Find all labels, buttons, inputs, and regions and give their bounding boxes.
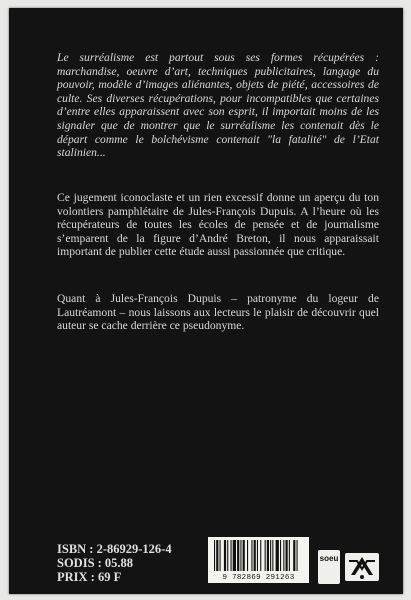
- barcode-bar: [240, 540, 241, 571]
- price-line: PRIX : 69 F: [57, 570, 122, 584]
- barcode-bar: [280, 540, 281, 571]
- barcode-bar: [283, 540, 284, 571]
- sodis-line: SODIS : 05.88: [57, 556, 134, 570]
- barcode-digits: 9 782869 291263: [222, 574, 295, 582]
- barcode-bars: [208, 537, 309, 573]
- barcode-bar: [260, 540, 261, 571]
- publisher-emblem-icon: [345, 553, 379, 581]
- barcode-bar: [214, 540, 215, 571]
- barcode-bar: [224, 540, 226, 571]
- barcode-bar: [270, 540, 271, 571]
- publisher-logo-text: soeu: [319, 554, 339, 563]
- barcode-bar: [265, 540, 266, 571]
- barcode-bar: [243, 540, 245, 571]
- barcode-bar: [220, 540, 221, 571]
- barcode-bar: [297, 540, 298, 571]
- barcode-bar: [247, 540, 248, 571]
- isbn-line: ISBN : 2-86929-126-4: [57, 542, 172, 556]
- barcode-bar: [231, 540, 232, 571]
- blurb-intro-paragraph: Ce jugement iconoclaste et un rien excessif donne un aperçu du ton volontiers pamphlétaire de Jules-François Dupuis. A l’heure où les récupérateurs de toutes les écoles de pensée et de journalisme s’emparent de la figure d’André Breton, il nous apparaissait important de publier cette étude aussi passionnée que critique.: [57, 191, 379, 259]
- book-back-cover: [9, 8, 403, 594]
- blurb-quote-paragraph: Le surréalisme est partout sous ses formes récupérées : marchandise, oeuvre d’art, techniques publicitaires, langage du pouvoir, modèle d’images aliénantes, objets de piété, accessoires de culte. Ses diverses récupérations, pour incompatibles que certaines d’entre elles apparaissent avec son esprit, il importait moins de les signaler que de montrer que le surréalisme les contenait dès le départ comme le bolchévisme contenait "la fatalité" de l’Etat stalinien...: [57, 51, 379, 160]
- barcode-bar: [289, 540, 290, 571]
- barcode-bar: [276, 540, 279, 571]
- barcode-bar: [272, 540, 273, 571]
- barcode-bar: [251, 540, 252, 571]
- barcode: [208, 537, 309, 583]
- barcode-bar: [267, 540, 269, 571]
- barcode-bar: [216, 540, 218, 571]
- barcode-bar: [237, 540, 239, 571]
- barcode-bar: [233, 540, 236, 571]
- publisher-logo: [318, 550, 340, 584]
- blurb-author-paragraph: Quant à Jules-François Dupuis – patronyme du logeur de Lautréamont – nous laissons aux lecteurs le plaisir de découvrir quel auteur se cache derrière ce pseudonyme.: [57, 292, 379, 333]
- barcode-bar: [227, 540, 228, 571]
- barcode-bar: [286, 540, 288, 571]
- book-metadata: [57, 542, 172, 584]
- barcode-bar: [257, 540, 258, 571]
- barcode-bar: [293, 540, 295, 571]
- barcode-bar: [254, 540, 256, 571]
